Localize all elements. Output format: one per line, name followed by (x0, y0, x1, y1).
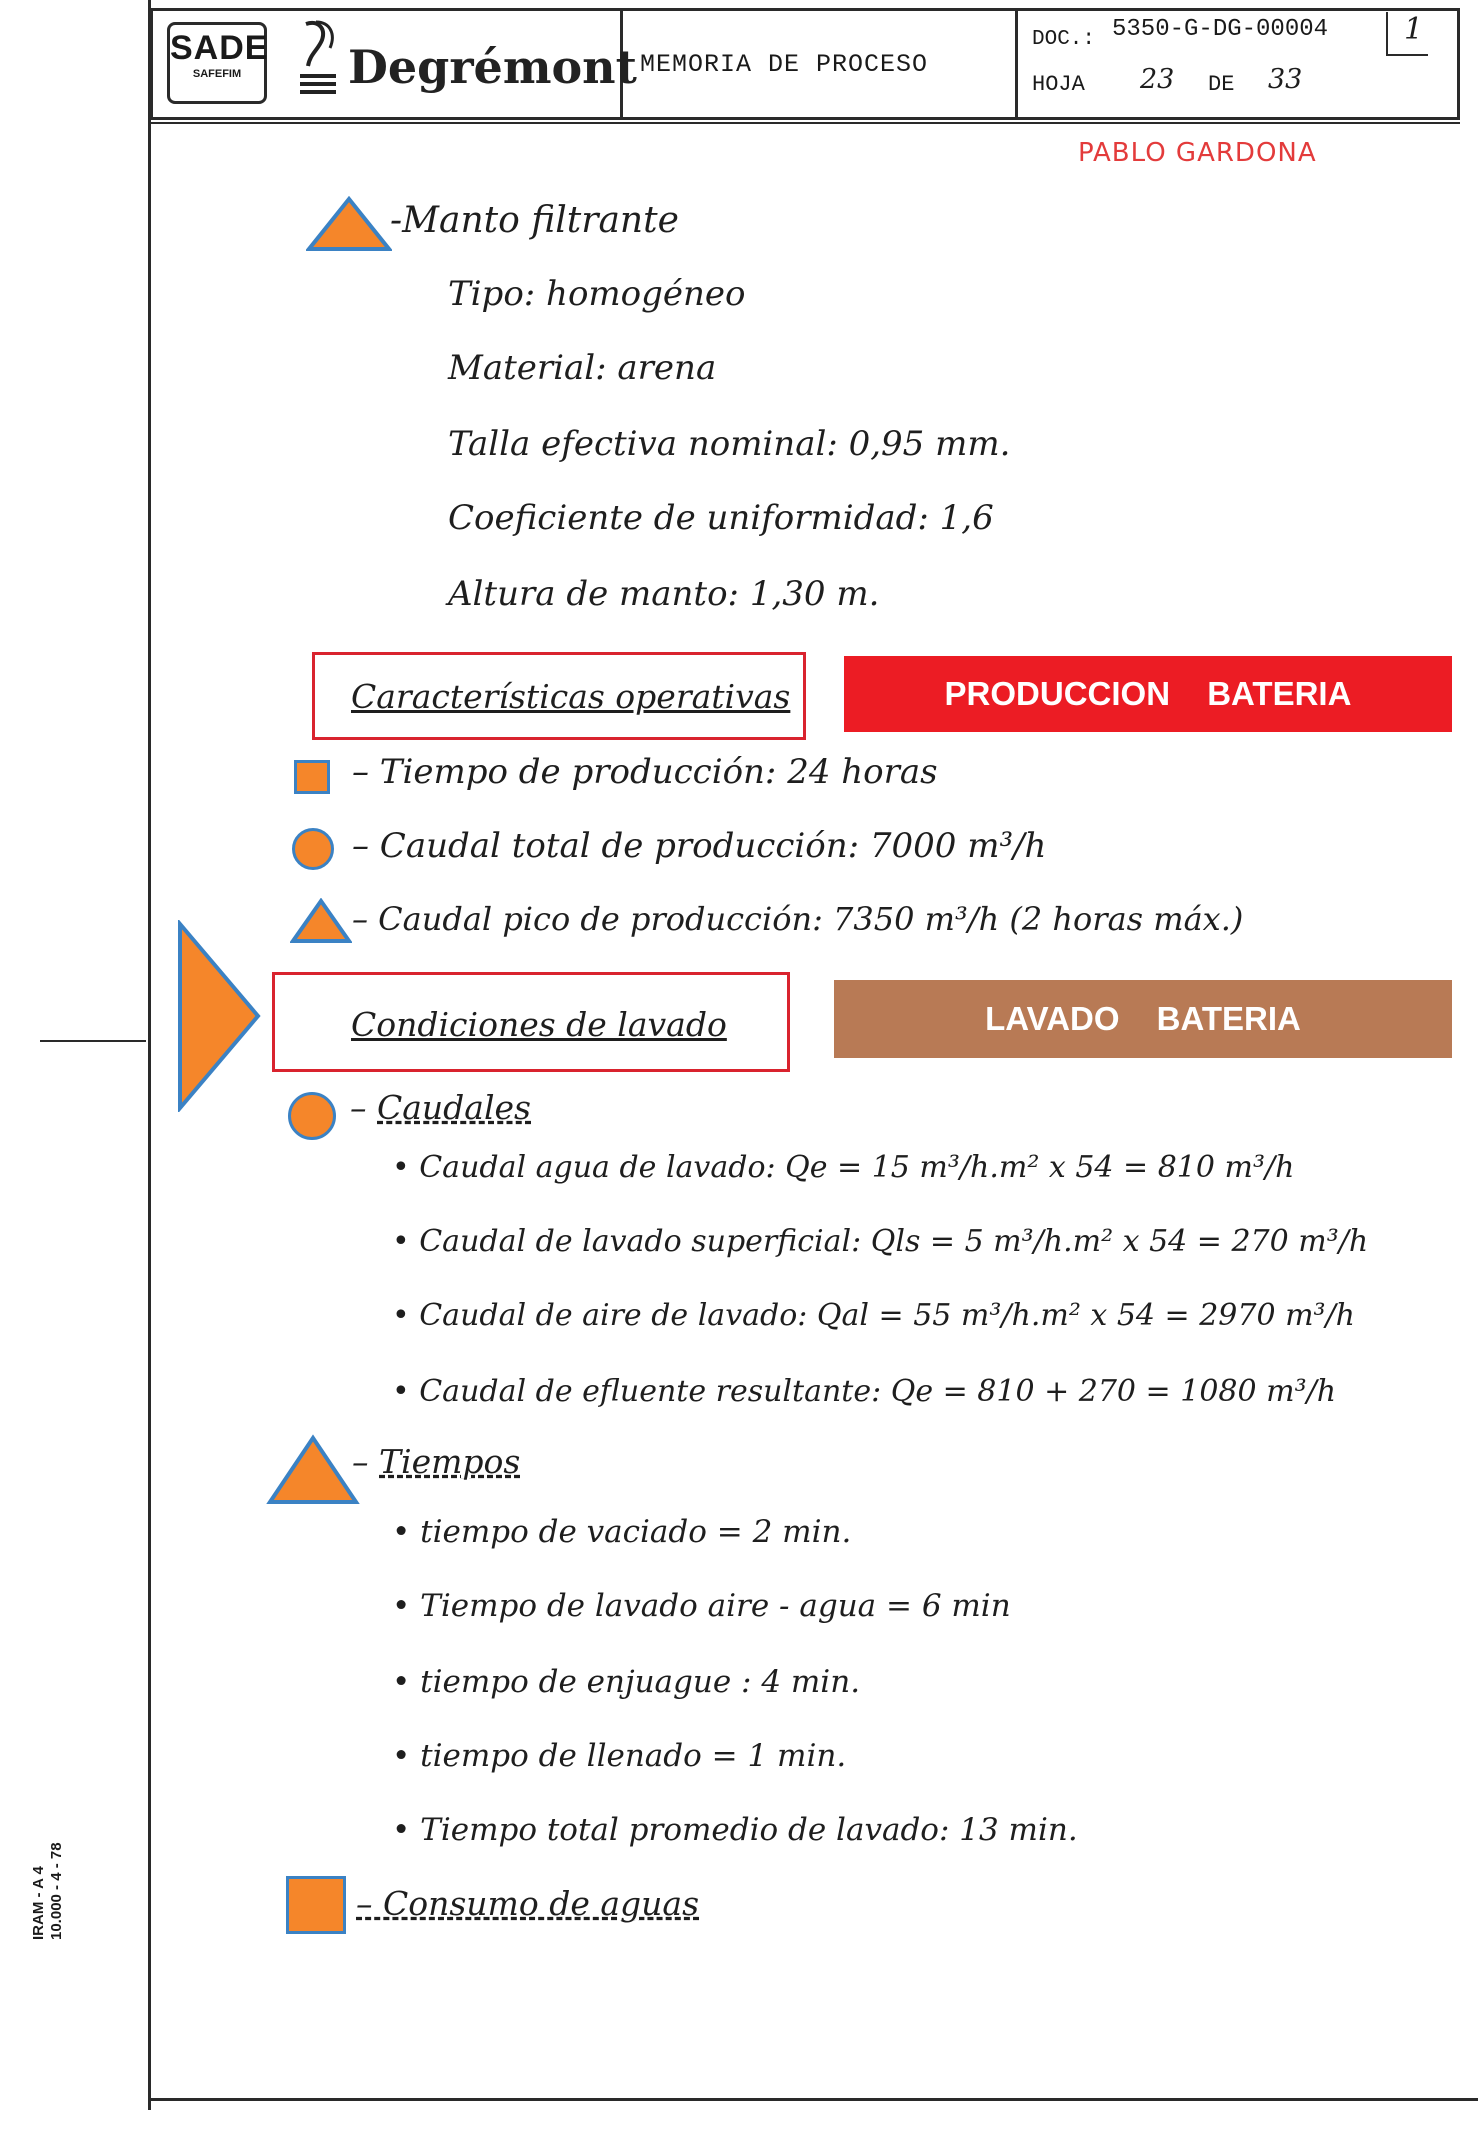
operating-line: – Tiempo de producción: 24 horas (352, 752, 938, 792)
sheet-of-label: DE (1208, 72, 1235, 97)
filter-media-line: Tipo: homogéneo (448, 274, 746, 314)
operating-line: – Caudal total de producción: 7000 m³/h (352, 826, 1047, 866)
circle-marker-icon (288, 1092, 336, 1140)
filter-media-line: Material: arena (448, 348, 717, 388)
header-underline (150, 122, 1460, 124)
filter-media-line: Altura de manto: 1,30 m. (448, 574, 880, 614)
triangle-marker-icon (290, 898, 352, 944)
doc-label: DOC.: (1032, 28, 1096, 51)
page-bottom-rule (148, 2098, 1478, 2101)
triangle-marker-icon (306, 196, 392, 252)
revision-box (1386, 12, 1428, 56)
times-title-text: Tiempos (379, 1442, 521, 1481)
washing-battery-label: LAVADO BATERIA (834, 980, 1452, 1058)
signature: PABLO GARDONA (1078, 138, 1317, 168)
brand-name: Degrémont (348, 40, 637, 94)
operating-line: – Caudal pico de producción: 7350 m³/h (2 horas máx.) (352, 900, 1244, 938)
sade-logo-subtext: SAFEFIM (192, 68, 242, 80)
time-line: • Tiempo de lavado aire - agua = 6 min (392, 1588, 1011, 1624)
sheet-number: 23 (1140, 64, 1175, 95)
degremont-emblem-icon (296, 18, 346, 104)
sheet-label: HOJA (1032, 72, 1085, 97)
fold-mark (40, 1040, 146, 1042)
sade-logo (167, 22, 267, 104)
filter-media-line: Coeficiente de uniformidad: 1,6 (448, 498, 994, 538)
consumption-title: – Consumo de aguas (356, 1884, 700, 1923)
flows-title-text: Caudales (377, 1088, 531, 1127)
time-line: • tiempo de vaciado = 2 min. (392, 1514, 852, 1550)
flow-line: • Caudal de lavado superficial: Qls = 5 m³/h.m² x 54 = 270 m³/h (392, 1224, 1369, 1259)
washing-title: Condiciones de lavado (351, 1005, 727, 1044)
operating-title-box (312, 652, 806, 740)
flow-line: • Caudal de efluente resultante: Qe = 810 + 270 = 1080 m³/h (392, 1374, 1337, 1409)
revision-number: 1 (1404, 12, 1424, 47)
triangle-marker-icon (266, 1434, 360, 1506)
sade-logo-text: SADE (170, 29, 269, 67)
square-marker-icon (294, 760, 330, 794)
washing-title-box (272, 972, 790, 1072)
sheet-total: 33 (1268, 64, 1303, 95)
filter-media-title: ‑Manto filtrante (390, 200, 679, 241)
flow-line: • Caudal de aire de lavado: Qal = 55 m³/h.m² x 54 = 2970 m³/h (392, 1298, 1356, 1333)
header-divider (1015, 8, 1018, 120)
flows-title: – Caudales (350, 1088, 531, 1127)
production-battery-label: PRODUCCION BATERIA (844, 656, 1452, 732)
doc-number: 5350-G-DG-00004 (1112, 16, 1329, 43)
play-arrow-marker-icon (176, 920, 262, 1112)
times-title: – Tiempos (352, 1442, 521, 1481)
filter-media-title-text: Manto filtrante (402, 200, 679, 241)
margin-form-code: IRAM - A 4 10.000 - 4 - 78 (30, 1842, 65, 1940)
time-line: • tiempo de llenado = 1 min. (392, 1738, 847, 1774)
time-line: • Tiempo total promedio de lavado: 13 min. (392, 1812, 1078, 1848)
flow-line: • Caudal agua de lavado: Qe = 15 m³/h.m² x 54 = 810 m³/h (392, 1150, 1295, 1185)
operating-title: Características operativas (351, 677, 791, 716)
time-line: • tiempo de enjuague : 4 min. (392, 1664, 861, 1700)
doc-title: MEMORIA DE PROCESO (640, 50, 929, 79)
filter-media-line: Talla efectiva nominal: 0,95 mm. (448, 424, 1011, 464)
square-marker-icon (286, 1876, 346, 1934)
circle-marker-icon (292, 828, 334, 870)
